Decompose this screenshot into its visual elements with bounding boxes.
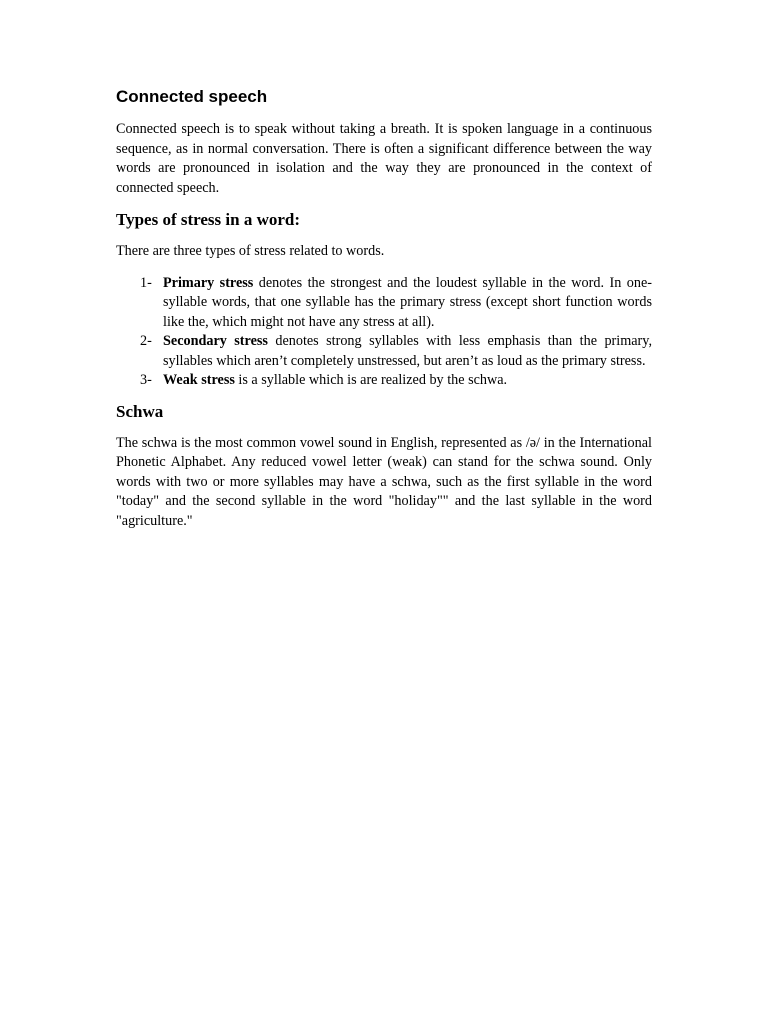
list-item-term: Weak stress [163,372,235,388]
list-item-text: denotes strong syllables with less emphasis than the primary, syllables which aren’t completely unstressed, but aren’t as loud as the primary stress. [163,333,652,369]
document-title: Connected speech [116,87,268,106]
schwa-section-heading: Schwa [116,401,164,421]
list-item-text: is a syllable which is are realized by the schwa. [234,372,508,388]
stress-types-list [116,274,652,391]
list-item-number: 3- [140,372,152,388]
list-item-secondary-stress [116,332,652,371]
intro-paragraph: Connected speech is to speak without taking a breath. It is spoken language in a continuous sequence, as in normal conversation. There is often a significant difference between the way words are pronounced in isolation and the way they are pronounced in the context of connected speech. [116,121,652,196]
list-item-term: Secondary stress [163,333,268,349]
stress-section-heading: Types of stress in a word: [116,210,301,229]
schwa-paragraph: The schwa is the most common vowel sound in English, represented as /ə/ in the International Phonetic Alphabet. Any reduced vowel letter (weak) can stand for the schwa sound. Only words with two or more syllables may have a schwa, such as the first syllable in the word "today" and the second syllable in the word "holiday"" and the last syllable in the word "agriculture." [116,434,652,529]
list-item-number: 1- [140,274,152,291]
list-item-primary-stress [116,274,652,333]
document-page [116,86,652,531]
list-item-weak-stress [116,371,652,391]
stress-section-intro: There are three types of stress related to words. [116,243,385,259]
list-item-number: 2- [140,333,152,349]
list-item-text: denotes the strongest and the loudest syllable in the word. In one-syllable words, that one syllable has the primary stress (except short function words like the, which might not have any stress at all). [163,274,652,330]
list-item-term: Primary stress [163,274,254,291]
